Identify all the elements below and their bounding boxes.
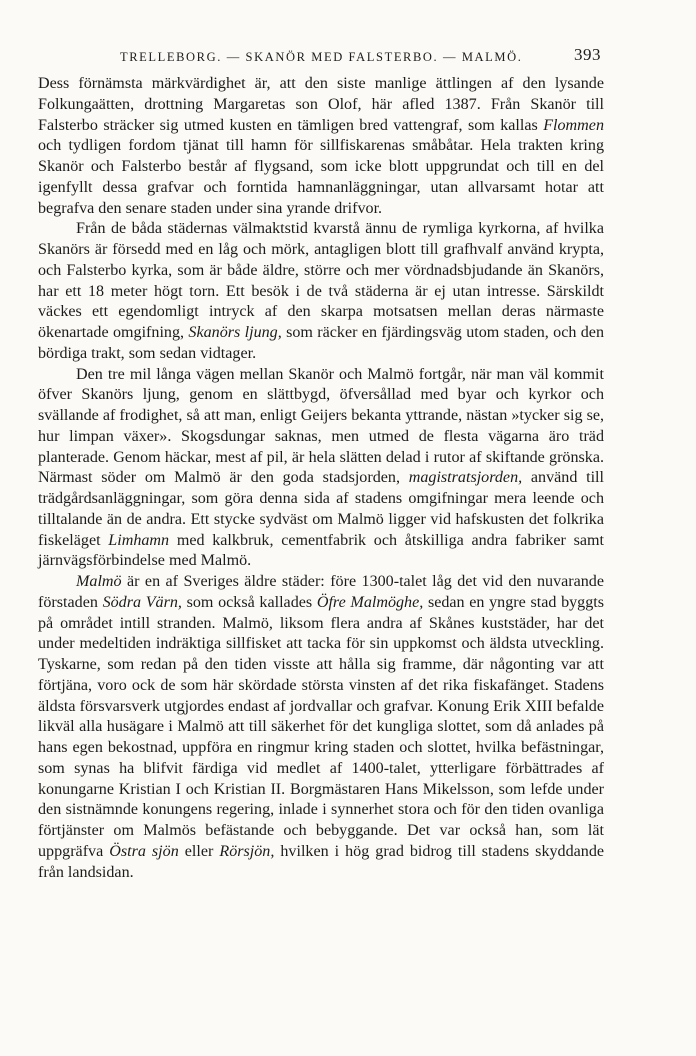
italic-term: Öfre Malmöghe, bbox=[316, 593, 424, 611]
italic-term: Limhamn bbox=[108, 531, 170, 549]
book-page bbox=[38, 44, 604, 883]
text-run: som räcker en fjärdingsväg utom staden, och den bördiga trakt, som sedan vidtager. bbox=[38, 324, 604, 362]
italic-term: Malmö bbox=[76, 573, 122, 590]
page-number: 393 bbox=[574, 45, 601, 64]
body-text bbox=[38, 74, 604, 883]
text-run: är en af Sveriges äldre städer: före 1300-talet låg det vid den nuvarande förstaden bbox=[38, 573, 604, 611]
italic-term: Skanörs ljung, bbox=[188, 324, 282, 341]
italic-term: Södra Värn, bbox=[102, 593, 182, 611]
text-run: som också kallades bbox=[181, 593, 317, 611]
running-title: TRELLEBORG. — SKANÖR MED FALSTERBO. — MALMÖ. bbox=[120, 50, 523, 64]
paragraph bbox=[38, 572, 604, 883]
paragraph bbox=[38, 74, 604, 219]
text-run: eller bbox=[178, 842, 220, 860]
text-run: hvilken i hög grad bidrog till stadens skyddande från landsidan. bbox=[38, 842, 605, 881]
text-run: med kalkbruk, cementfabrik och åtskilliga andra fabriker samt järnvägsförbindelse med Malmö. bbox=[38, 531, 604, 570]
text-run: använd till trädgårdsanläggningar, som göra denna sida af stadens omgifningar mera leende och tilltalande än de andra. Ett stycke sydväst om Malmö ligger vid hafskusten det folkrika fiskeläget bbox=[38, 469, 604, 549]
paragraph bbox=[38, 365, 604, 573]
text-run: sedan en yngre stad byggts på området intill stranden. Malmö, liksom flera andra af Skånes kuststäder, har det under medeltiden indräktiga sillfisket att tacka för sin uppkomst och äldsta utveckling. Tyskarne, som redan på den tiden visste att hålla sig framme, där någonting var att förtjäna, voro ock de som här skördade största vinsten af det rika fiskafänget. Stadens äldsta försvarsverk utgjordes endast af jordvallar och grafvar. Konung Erik XIII befalde likväl alla husägare i Malmö att till säkerhet för det kungliga slottet, som då anlades på hans egen bekostnad, uppföra en ringmur kring staden och slottet, hvilka befästningar, som synas ha blifvit färdiga vid medlet af 1400-talet, ytterligare förbättrades af konungarne Kristian I och Kristian II. Borgmästaren Hans Mikelsson, som lefde under den sistnämnde konungens regering, inlade i synnerhet stora och för den tiden ovanliga förtjänster om Malmös befästande och bebyggande. Det var också han, som lät uppgräfva bbox=[38, 593, 604, 860]
paragraph bbox=[38, 219, 604, 364]
text-run: Från de båda städernas välmaktstid kvarstå ännu de rymliga kyrkorna, af hvilka Skanörs är försedd med en låg och mörk, antagligen blott till grafhvalf använd krypta, och Falsterbo kyrka, som är både äldre, större och mer vördnadsbjudande än Skanörs, har ett 18 meter högt torn. Ett besök i de två städerna är ej utan intresse. Särskildt väckes ett egendomligt intryck af den skarpa motsatsen mellan deras närmaste ökenartade omgifning, bbox=[38, 220, 604, 341]
italic-term: Flommen bbox=[543, 116, 604, 134]
page-header bbox=[38, 44, 604, 70]
text-run: och tydligen fordom tjänat till hamn för sillfiskarenas småbåtar. Hela trakten kring Skanör och Falsterbo består af flygsand, som icke blott uppgrundat och till en del igenfyllt dessa grafvar och forntida hamnanläggningar, utan allvarsamt hotar att begrafva den senare staden under sina yrande drifvor. bbox=[38, 137, 604, 217]
text-run: Den tre mil långa vägen mellan Skanör och Malmö fortgår, när man väl kommit öfver Skanörs ljung, genom en slättbygd, öfversållad med byar och kyrkor och svällande af frodighet, så att man, enligt Geijers bekanta yttrande, nästan »tycker sig se, hur limpan växer». Skogsdungar saknas, men utmed de flesta vägarna äro träd planterade. Genom häckar, mest af pil, är hela slätten delad i rutor af skiftande grönska. Närmast söder om Malmö är den goda stadsjorden, bbox=[38, 365, 604, 487]
italic-term: Östra sjön bbox=[109, 842, 179, 860]
italic-term: Rörsjön, bbox=[219, 842, 275, 860]
text-run: Dess förnämsta märkvärdighet är, att den siste manlige ättlingen af den lysande Folkungaätten, drottning Margaretas son Olof, här afled 1387. Från Skanör till Falsterbo sträcker sig utmed kusten en tämligen bred vattengraf, som kallas bbox=[38, 75, 604, 134]
italic-term: magistratsjorden, bbox=[408, 469, 523, 487]
